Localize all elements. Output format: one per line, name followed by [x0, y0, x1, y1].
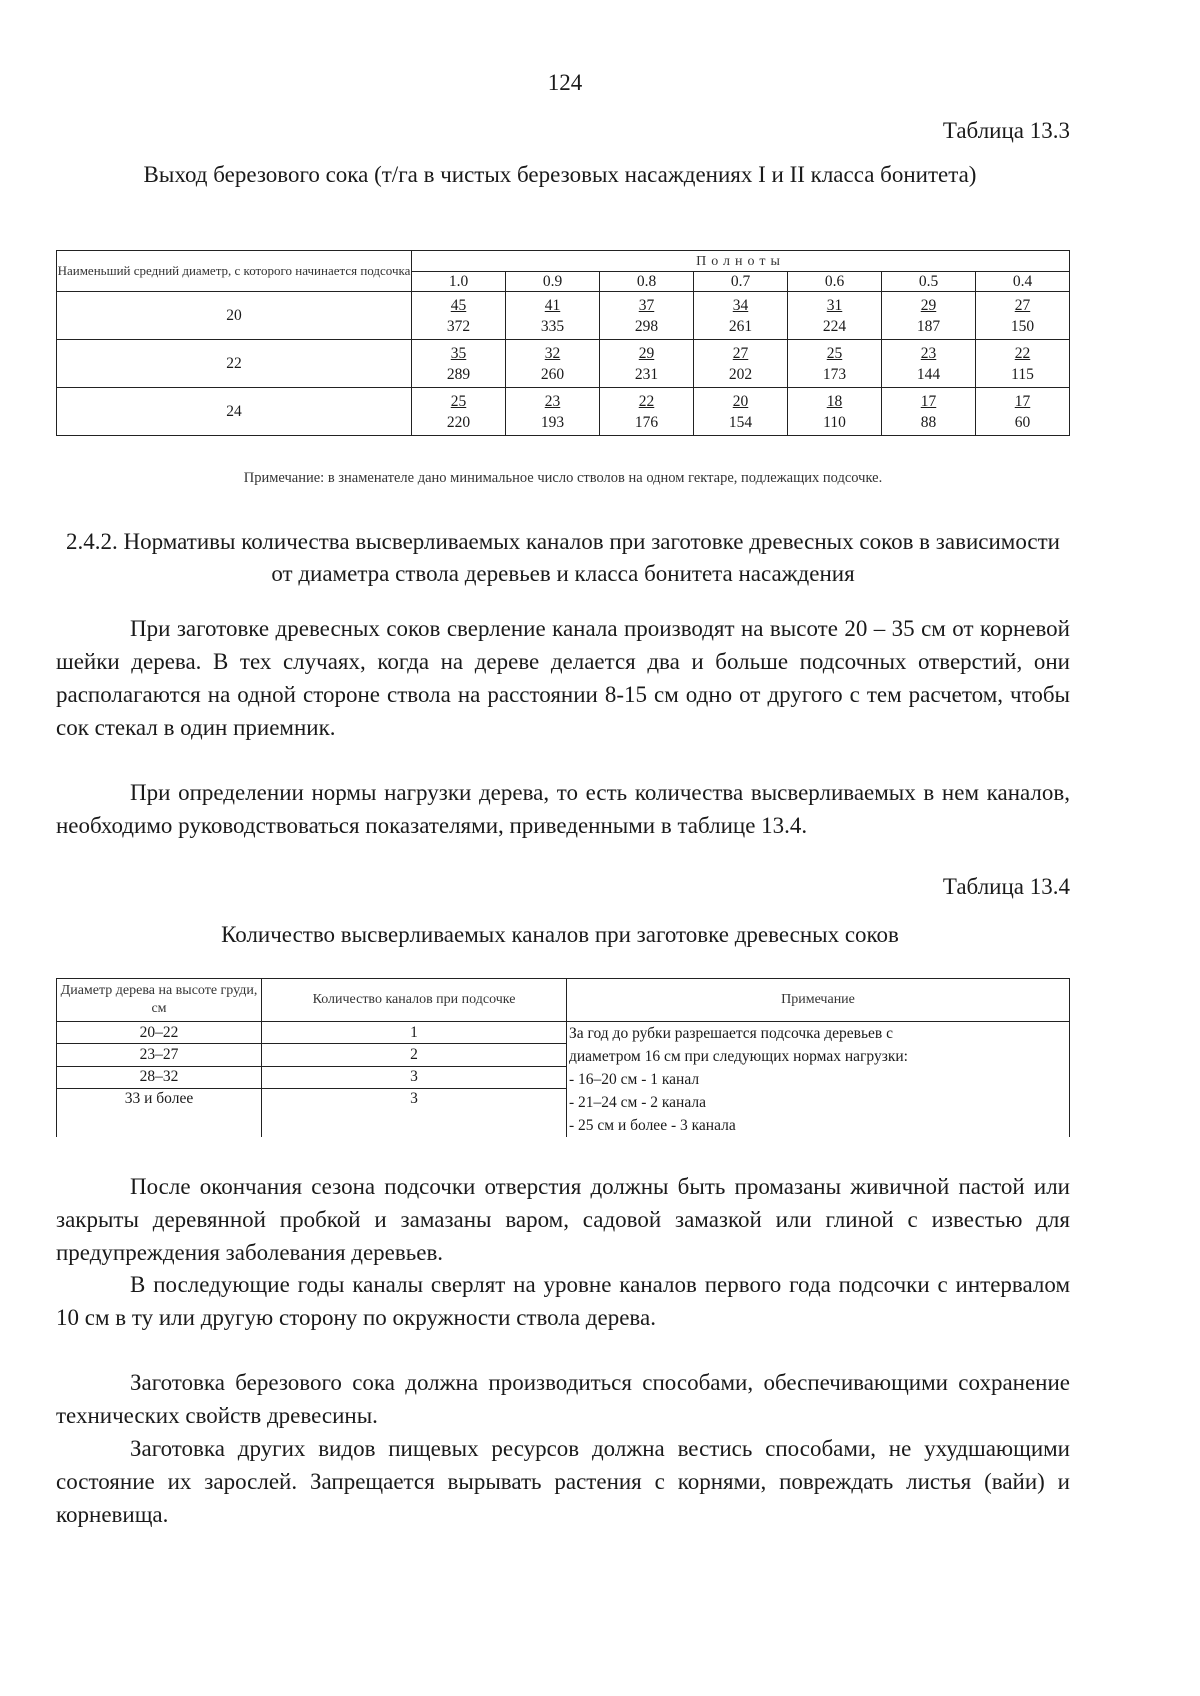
- density-header: 0.5: [882, 272, 976, 292]
- table-13-3-title: Выход березового сока (т/га в чистых березовых насаждениях I и II класса бонитета): [143, 162, 977, 187]
- min-trunks: 193: [540, 413, 565, 431]
- note-line: - 16–20 см - 1 канал: [569, 1071, 700, 1088]
- yield-value: 27: [732, 344, 749, 362]
- yield-cell: [882, 292, 976, 340]
- note-line: - 25 см и более - 3 канала: [569, 1117, 736, 1134]
- row-diameter: 20: [57, 292, 412, 340]
- paragraph: Заготовка березового сока должна производиться способами, обеспечивающими сохранение технических свойств древесины.: [56, 1370, 1070, 1428]
- min-trunks: 335: [540, 317, 565, 335]
- yield-value: 25: [826, 344, 843, 362]
- yield-cell: [694, 388, 788, 436]
- density-header: 0.7: [694, 272, 788, 292]
- min-trunks: 298: [634, 317, 659, 335]
- yield-value: 45: [450, 296, 467, 314]
- row-diameter: 22: [57, 340, 412, 388]
- yield-cell: [412, 388, 506, 436]
- note-line: За год до рубки разрешается подсочка деревьев с: [569, 1025, 893, 1042]
- table-row: [57, 292, 1070, 340]
- channels-cell: 2: [262, 1044, 567, 1066]
- min-trunks: 202: [728, 365, 753, 383]
- table-13-3: [56, 250, 1070, 436]
- diameter-cell: 20–22: [57, 1022, 262, 1044]
- yield-value: 31: [826, 296, 843, 314]
- yield-cell: [412, 340, 506, 388]
- min-trunks: 88: [920, 413, 937, 431]
- yield-cell: [506, 340, 600, 388]
- density-header: 0.9: [506, 272, 600, 292]
- yield-value: 17: [920, 392, 937, 410]
- density-header: 0.4: [976, 272, 1070, 292]
- yield-value: 27: [1014, 296, 1031, 314]
- diameter-cell: 33 и более: [57, 1089, 262, 1138]
- density-header: 0.8: [600, 272, 694, 292]
- yield-cell: [694, 292, 788, 340]
- channels-cell: 3: [262, 1066, 567, 1088]
- page-number: 124: [547, 70, 583, 95]
- min-trunks: 173: [822, 365, 847, 383]
- yield-value: 41: [544, 296, 561, 314]
- yield-cell: [788, 388, 882, 436]
- table-row: [57, 1022, 1070, 1044]
- min-trunks: 176: [634, 413, 659, 431]
- min-trunks: 289: [446, 365, 471, 383]
- yield-cell: [882, 388, 976, 436]
- yield-cell: [788, 340, 882, 388]
- yield-value: 23: [920, 344, 937, 362]
- row-diameter: 24: [57, 388, 412, 436]
- paragraph: В последующие годы каналы сверлят на уровне каналов первого года подсочки с интервалом 10 см в ту или другую сторону по окружности ствола дерева.: [56, 1272, 1070, 1330]
- table-13-4-caption: Таблица 13.4: [942, 874, 1070, 899]
- note-line: диаметром 16 см при следующих нормах нагрузки:: [569, 1048, 908, 1065]
- table-13-3-note: Примечание: в знаменателе дано минимальное число стволов на одном гектаре, подлежащих подсочке.: [243, 470, 883, 486]
- yield-cell: [788, 292, 882, 340]
- yield-cell: [506, 292, 600, 340]
- min-trunks: 60: [1014, 413, 1031, 431]
- yield-cell: [694, 340, 788, 388]
- min-trunks: 110: [823, 413, 846, 431]
- yield-value: 25: [450, 392, 467, 410]
- yield-cell: [600, 292, 694, 340]
- table-13-3-caption: Таблица 13.3: [942, 118, 1070, 143]
- paragraph: При определении нормы нагрузки дерева, то есть количества высверливаемых в нем каналов, необходимо руководствоваться показателями, приведенными в таблице 13.4.: [56, 780, 1070, 838]
- min-trunks: 261: [728, 317, 753, 335]
- diameter-header: Наименьший средний диаметр, с которого начинается подсочка: [57, 251, 412, 292]
- min-trunks: 150: [1010, 317, 1035, 335]
- yield-value: 29: [638, 344, 655, 362]
- polnoty-header: Полноты: [412, 251, 1070, 272]
- table-row: [57, 340, 1070, 388]
- paragraph: Заготовка других видов пищевых ресурсов должна вестись способами, не ухудшающими состояние их зарослей. Запрещается вырывать растения с корнями, повреждать листья (вайи) и корневища.: [56, 1436, 1070, 1527]
- yield-value: 17: [1014, 392, 1031, 410]
- density-header: 0.6: [788, 272, 882, 292]
- yield-value: 22: [638, 392, 655, 410]
- min-trunks: 220: [446, 413, 471, 431]
- channels-cell: 1: [262, 1022, 567, 1044]
- yield-value: 32: [544, 344, 561, 362]
- yield-cell: [976, 340, 1070, 388]
- note-cell: [567, 1022, 1070, 1138]
- yield-value: 29: [920, 296, 937, 314]
- diameter-cell: 23–27: [57, 1044, 262, 1066]
- yield-cell: [412, 292, 506, 340]
- yield-cell: [600, 388, 694, 436]
- yield-cell: [882, 340, 976, 388]
- section-heading: 2.4.2. Нормативы количества высверливаемых каналов при заготовке древесных соков в зависимости от диаметра ствола деревьев и класса бонитета насаждения: [66, 529, 1060, 586]
- channels-cell: 3: [262, 1089, 567, 1138]
- paragraph: При заготовке древесных соков сверление канала производят на высоте 20 – 35 см от корневой шейки дерева. В тех случаях, когда на дереве делается два и больше подсочных отверстий, они располагаются на одной стороне ствола на расстоянии 8-15 см одно от другого с тем расчетом, чтобы сок стекал в один приемник.: [56, 616, 1070, 740]
- min-trunks: 154: [728, 413, 753, 431]
- diameter-cell: 28–32: [57, 1066, 262, 1088]
- min-trunks: 231: [634, 365, 659, 383]
- min-trunks: 187: [916, 317, 941, 335]
- yield-value: 37: [638, 296, 655, 314]
- yield-value: 18: [826, 392, 843, 410]
- min-trunks: 115: [1011, 365, 1034, 383]
- table-13-4: [56, 978, 1070, 1137]
- yield-value: 23: [544, 392, 561, 410]
- note-header: Примечание: [567, 979, 1070, 1022]
- yield-value: 22: [1014, 344, 1031, 362]
- min-trunks: 144: [916, 365, 941, 383]
- yield-cell: [600, 340, 694, 388]
- yield-value: 20: [732, 392, 749, 410]
- min-trunks: 260: [540, 365, 565, 383]
- yield-cell: [976, 388, 1070, 436]
- table-13-4-title: Количество высверливаемых каналов при заготовке древесных соков: [221, 922, 899, 947]
- yield-value: 34: [732, 296, 749, 314]
- channels-header: Количество каналов при подсочке: [262, 979, 567, 1022]
- paragraph: После окончания сезона подсочки отверстия должны быть промазаны живичной пастой или закрыты деревянной пробкой и замазаны варом, садовой замазкой или глиной с известью для предупреждения заболевания деревьев.: [56, 1174, 1070, 1265]
- yield-value: 35: [450, 344, 467, 362]
- yield-cell: [976, 292, 1070, 340]
- table-row: [57, 388, 1070, 436]
- min-trunks: 224: [822, 317, 847, 335]
- min-trunks: 372: [446, 317, 471, 335]
- yield-cell: [506, 388, 600, 436]
- diameter-header: Диаметр дерева на высоте груди, см: [57, 979, 262, 1022]
- density-header: 1.0: [412, 272, 506, 292]
- note-line: - 21–24 см - 2 канала: [569, 1094, 706, 1111]
